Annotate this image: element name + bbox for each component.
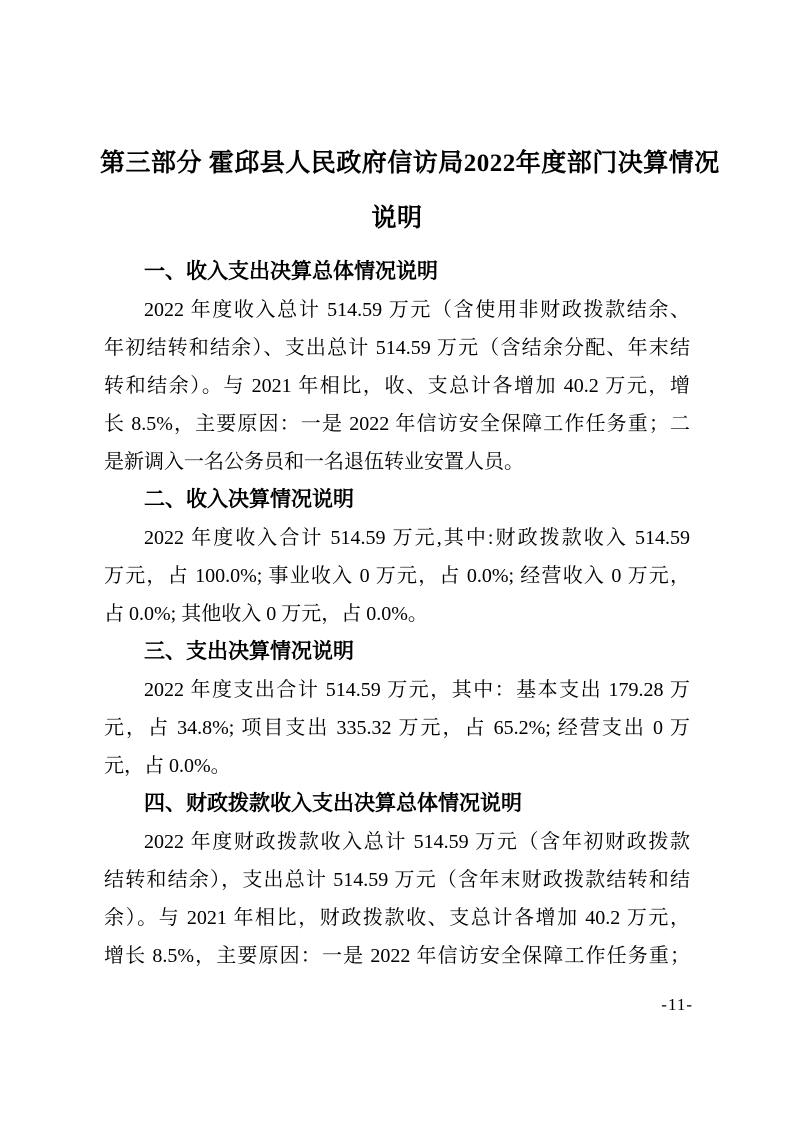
- section-2-heading: 二、收入决算情况说明: [144, 488, 354, 511]
- paragraph-line: 年初结转和结余）、支出总计 514.59 万元（含结余分配、年末结: [104, 337, 690, 359]
- paragraph-line: 2022 年度收入总计 514.59 万元（含使用非财政拨款结余、: [144, 299, 690, 321]
- paragraph-line: 元，占 0.0%。: [104, 755, 231, 777]
- title-line-2: 说明: [371, 205, 423, 232]
- paragraph-line: 2022 年度财政拨款收入总计 514.59 万元（含年初财政拨款: [144, 831, 690, 853]
- paragraph-line: 占 0.0%; 其他收入 0 万元，占 0.0%。: [104, 603, 428, 625]
- title-line-1: 第三部分 霍邱县人民政府信访局2022年度部门决算情况: [100, 150, 720, 177]
- section-1-heading: 一、收入支出决算总体情况说明: [144, 260, 438, 283]
- section-3-heading: 三、支出决算情况说明: [144, 640, 354, 663]
- page-number: -11-: [661, 995, 693, 1014]
- paragraph-line: 元，占 34.8%; 项目支出 335.32 万元，占 65.2%; 经营支出 0 万: [104, 717, 690, 739]
- paragraph-line: 余）。与 2021 年相比，财政拨款收、支总计各增加 40.2 万元，: [104, 907, 690, 929]
- paragraph-line: 是新调入一名公务员和一名退伍转业安置人员。: [104, 451, 524, 473]
- paragraph-line: 结转和结余），支出总计 514.59 万元（含年末财政拨款结转和结: [104, 869, 690, 891]
- section-4-heading: 四、财政拨款收入支出决算总体情况说明: [144, 792, 522, 815]
- paragraph-line: 增长 8.5%，主要原因：一是 2022 年信访安全保障工作任务重；: [104, 945, 690, 967]
- document-title: [100, 136, 720, 246]
- paragraph-line: 2022 年度收入合计 514.59 万元,其中:财政拨款收入 514.59: [144, 527, 690, 549]
- paragraph-line: 转和结余）。与 2021 年相比，收、支总计各增加 40.2 万元，增: [104, 375, 690, 397]
- paragraph-line: 长 8.5%，主要原因：一是 2022 年信访安全保障工作任务重；二: [104, 413, 690, 435]
- paragraph-line: 万元，占 100.0%; 事业收入 0 万元，占 0.0%; 经营收入 0 万元，: [104, 565, 690, 587]
- paragraph-line: 2022 年度支出合计 514.59 万元，其中：基本支出 179.28 万: [144, 679, 690, 701]
- document-body: [104, 253, 690, 975]
